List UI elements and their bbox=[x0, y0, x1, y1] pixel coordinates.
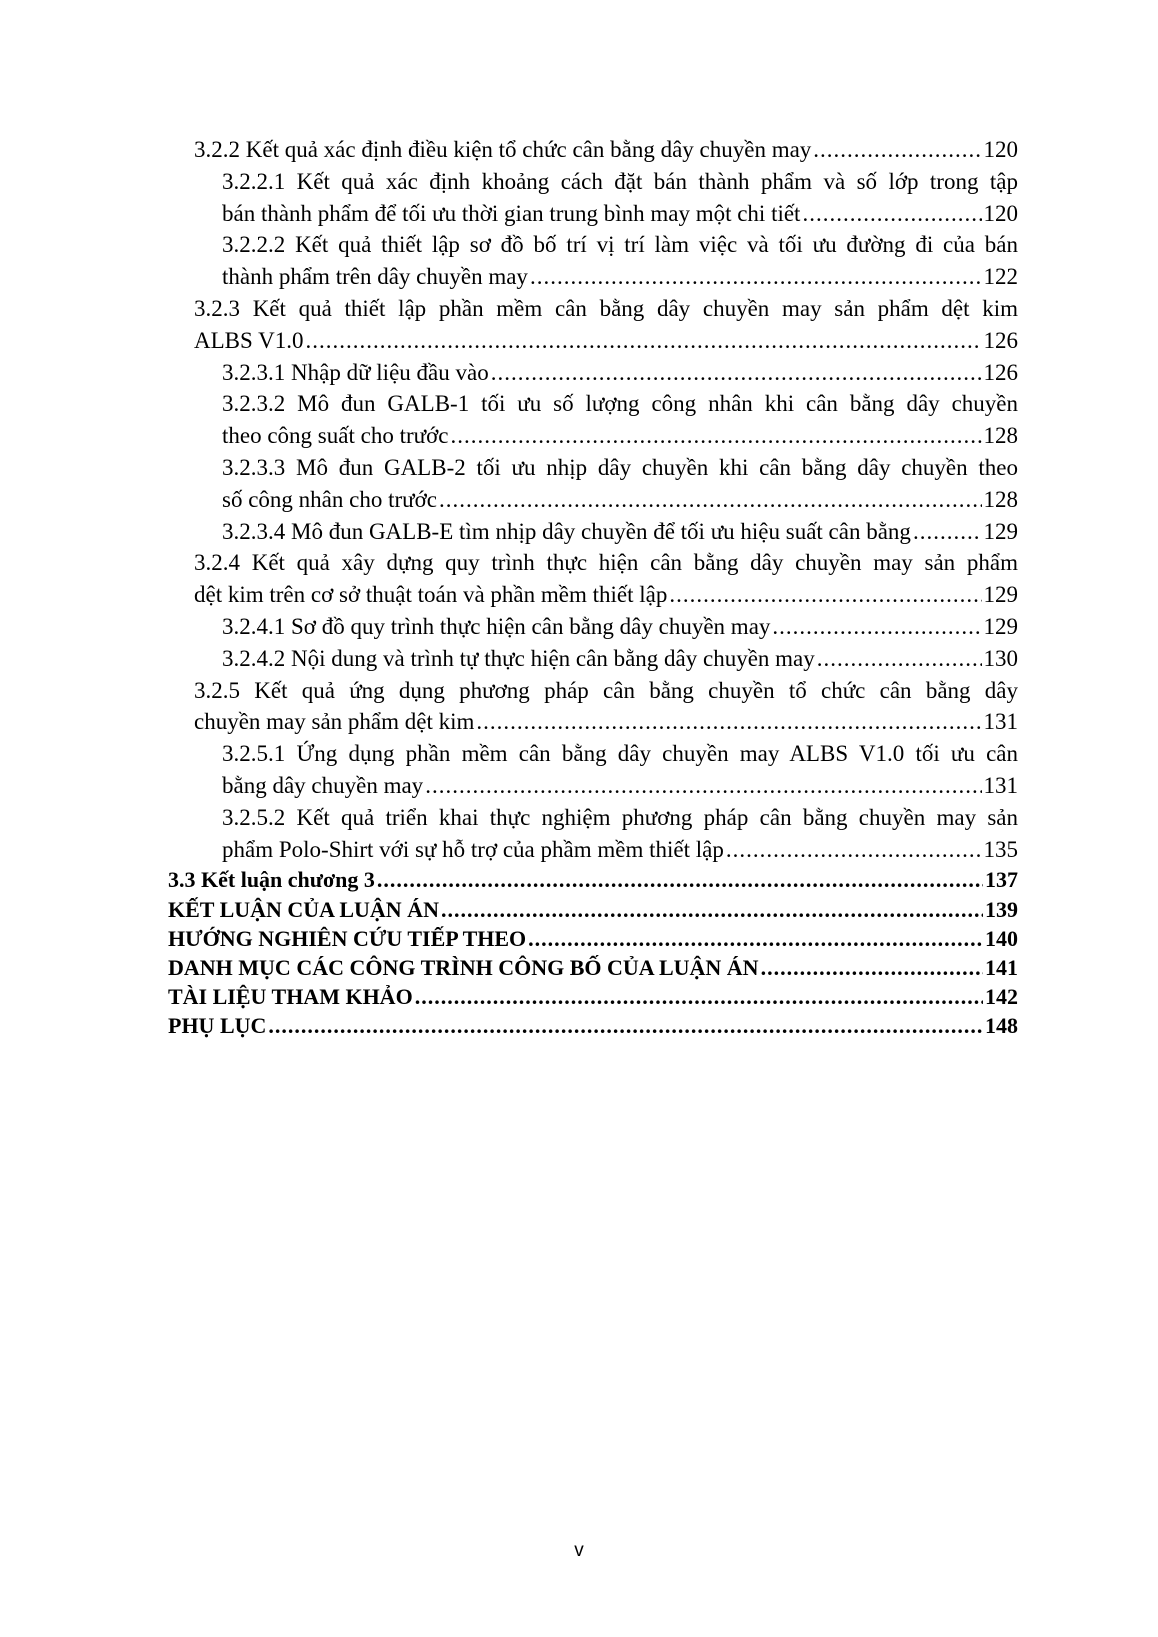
toc-entry-title: DANH MỤC CÁC CÔNG TRÌNH CÔNG BỐ CỦA LUẬN ÁN bbox=[168, 954, 759, 980]
toc-page-number: 128 bbox=[983, 486, 1018, 512]
toc-entry-3-2-2-2[interactable] bbox=[168, 229, 1018, 293]
toc-entry-title: 3.2.2.1 Kết quả xác định khoảng cách đặt bán thành phẩm và số lớp trong tập bbox=[222, 168, 1018, 194]
toc-page-number: 137 bbox=[985, 867, 1018, 893]
toc-entry-3-2-2[interactable] bbox=[168, 134, 1018, 166]
toc-entry-3-2-5-2[interactable] bbox=[168, 802, 1018, 866]
toc-page-number: 126 bbox=[983, 327, 1018, 353]
toc-page-number: 131 bbox=[983, 709, 1018, 735]
toc-entry-3-2-5-1[interactable] bbox=[168, 738, 1018, 802]
toc-entry-title-cont: theo công suất cho trước bbox=[222, 423, 449, 449]
toc-entry-publications[interactable] bbox=[168, 953, 1018, 982]
toc-entry-title: 3.3 Kết luận chương 3 bbox=[168, 867, 375, 893]
toc-page-number: 129 bbox=[983, 613, 1018, 639]
toc-page-number: 128 bbox=[983, 423, 1018, 449]
dot-leader bbox=[306, 325, 982, 357]
toc-entry-3-2-4-1[interactable] bbox=[168, 611, 1018, 643]
toc-page-number: 129 bbox=[983, 518, 1018, 544]
toc-page-number: 120 bbox=[983, 200, 1018, 226]
toc-entry-title-cont: chuyền may sản phẩm dệt kim bbox=[194, 709, 475, 735]
toc-entry-references[interactable] bbox=[168, 982, 1018, 1011]
toc-entry-3-2-4[interactable] bbox=[168, 547, 1018, 611]
dot-leader bbox=[439, 484, 982, 516]
toc-entry-3-2-2-1[interactable] bbox=[168, 166, 1018, 230]
toc-page-number: 142 bbox=[985, 984, 1018, 1010]
dot-leader bbox=[441, 895, 983, 924]
dot-leader bbox=[761, 953, 983, 982]
toc-page-number: 120 bbox=[983, 137, 1018, 162]
toc-entry-3-3[interactable] bbox=[168, 865, 1018, 894]
dot-leader bbox=[530, 261, 982, 293]
dot-leader bbox=[913, 516, 982, 548]
table-of-contents bbox=[168, 134, 1018, 1041]
toc-entry-title: 3.2.4 Kết quả xây dựng quy trình thực hiện cân bằng dây chuyền may sản phẩm bbox=[194, 550, 1018, 576]
dot-leader bbox=[476, 706, 981, 738]
toc-page-number: 135 bbox=[983, 836, 1018, 862]
toc-entry-future-research[interactable] bbox=[168, 924, 1018, 953]
toc-entry-3-2-3-1[interactable] bbox=[168, 357, 1018, 389]
dot-leader bbox=[450, 420, 981, 452]
toc-entry-title-cont: dệt kim trên cơ sở thuật toán và phần mềm thiết lập bbox=[194, 582, 668, 608]
toc-entry-title-cont: ALBS V1.0 bbox=[194, 327, 304, 353]
toc-entry-title: 3.2.3.2 Mô đun GALB-1 tối ưu số lượng công nhân khi cân bằng dây chuyền bbox=[222, 391, 1018, 417]
toc-entry-title: 3.2.3.1 Nhập dữ liệu đầu vào bbox=[222, 359, 489, 385]
page-number: v bbox=[574, 1540, 584, 1561]
toc-entry-title: 3.2.3 Kết quả thiết lập phần mềm cân bằng dây chuyền may sản phẩm dệt kim bbox=[194, 295, 1018, 321]
toc-entry-title: 3.2.4.2 Nội dung và trình tự thực hiện cân bằng dây chuyền may bbox=[222, 645, 815, 671]
dot-leader bbox=[726, 834, 982, 866]
toc-page-number: 131 bbox=[983, 772, 1018, 798]
toc-entry-title: 3.2.5.2 Kết quả triển khai thực nghiệm phương pháp cân bằng chuyền may sản bbox=[222, 804, 1018, 830]
toc-entry-title-cont: phẩm Polo-Shirt với sự hỗ trợ của phầm mềm thiết lập bbox=[222, 836, 724, 862]
toc-entry-title-cont: bằng dây chuyền may bbox=[222, 772, 424, 798]
toc-entry-title: 3.2.4.1 Sơ đồ quy trình thực hiện cân bằng dây chuyền may bbox=[222, 613, 771, 639]
toc-page-number: 122 bbox=[983, 264, 1018, 290]
toc-entry-3-2-3-3[interactable] bbox=[168, 452, 1018, 516]
toc-page-number: 130 bbox=[983, 645, 1018, 671]
toc-entry-3-2-5[interactable] bbox=[168, 675, 1018, 739]
dot-leader bbox=[802, 198, 981, 230]
toc-entry-conclusion[interactable] bbox=[168, 895, 1018, 924]
toc-page-number: 129 bbox=[983, 582, 1018, 608]
toc-entry-title-cont: bán thành phẩm để tối ưu thời gian trung bình may một chi tiết bbox=[222, 200, 801, 226]
toc-entry-title: 3.2.5.1 Ứng dụng phần mềm cân bằng dây chuyền may ALBS V1.0 tối ưu cân bbox=[222, 741, 1018, 767]
toc-entry-title: KẾT LUẬN CỦA LUẬN ÁN bbox=[168, 896, 439, 922]
toc-entry-3-2-3[interactable] bbox=[168, 293, 1018, 357]
toc-entry-title: TÀI LIỆU THAM KHẢO bbox=[168, 984, 413, 1010]
dot-leader bbox=[268, 1011, 983, 1040]
dot-leader bbox=[817, 643, 982, 675]
toc-entry-title: 3.2.3.3 Mô đun GALB-2 tối ưu nhịp dây chuyền khi cân bằng dây chuyền theo bbox=[222, 454, 1018, 480]
dot-leader bbox=[425, 770, 981, 802]
toc-entry-3-2-3-2[interactable] bbox=[168, 388, 1018, 452]
toc-entry-title-cont: số công nhân cho trước bbox=[222, 486, 437, 512]
toc-entry-appendix[interactable] bbox=[168, 1011, 1018, 1040]
toc-page-number: 140 bbox=[985, 925, 1018, 951]
dot-leader bbox=[415, 982, 983, 1011]
dot-leader bbox=[813, 134, 981, 166]
dot-leader bbox=[377, 865, 983, 894]
toc-entry-title: PHỤ LỤC bbox=[168, 1013, 267, 1039]
dot-leader bbox=[669, 579, 981, 611]
dot-leader bbox=[528, 924, 983, 953]
toc-entry-title: 3.2.5 Kết quả ứng dụng phương pháp cân bằng chuyền tổ chức cân bằng dây bbox=[194, 677, 1018, 703]
toc-page-number: 139 bbox=[985, 896, 1018, 922]
toc-entry-3-2-3-4[interactable] bbox=[168, 516, 1018, 548]
toc-page-number: 141 bbox=[985, 954, 1018, 980]
toc-entry-title: 3.2.2.2 Kết quả thiết lập sơ đồ bố trí vị trí làm việc và tối ưu đường đi của bán bbox=[222, 232, 1018, 258]
toc-entry-title-cont: thành phẩm trên dây chuyền may bbox=[222, 264, 528, 290]
toc-entry-title: HƯỚNG NGHIÊN CỨU TIẾP THEO bbox=[168, 925, 527, 951]
toc-page-number: 126 bbox=[983, 359, 1018, 385]
toc-entry-3-2-4-2[interactable] bbox=[168, 643, 1018, 675]
toc-entry-title: 3.2.2 Kết quả xác định điều kiện tổ chức cân bằng dây chuyền may bbox=[194, 137, 812, 162]
toc-entry-title: 3.2.3.4 Mô đun GALB-E tìm nhịp dây chuyền để tối ưu hiệu suất cân bằng bbox=[222, 518, 911, 544]
toc-page-number: 148 bbox=[985, 1013, 1018, 1039]
dot-leader bbox=[772, 611, 981, 643]
dot-leader bbox=[491, 357, 982, 389]
